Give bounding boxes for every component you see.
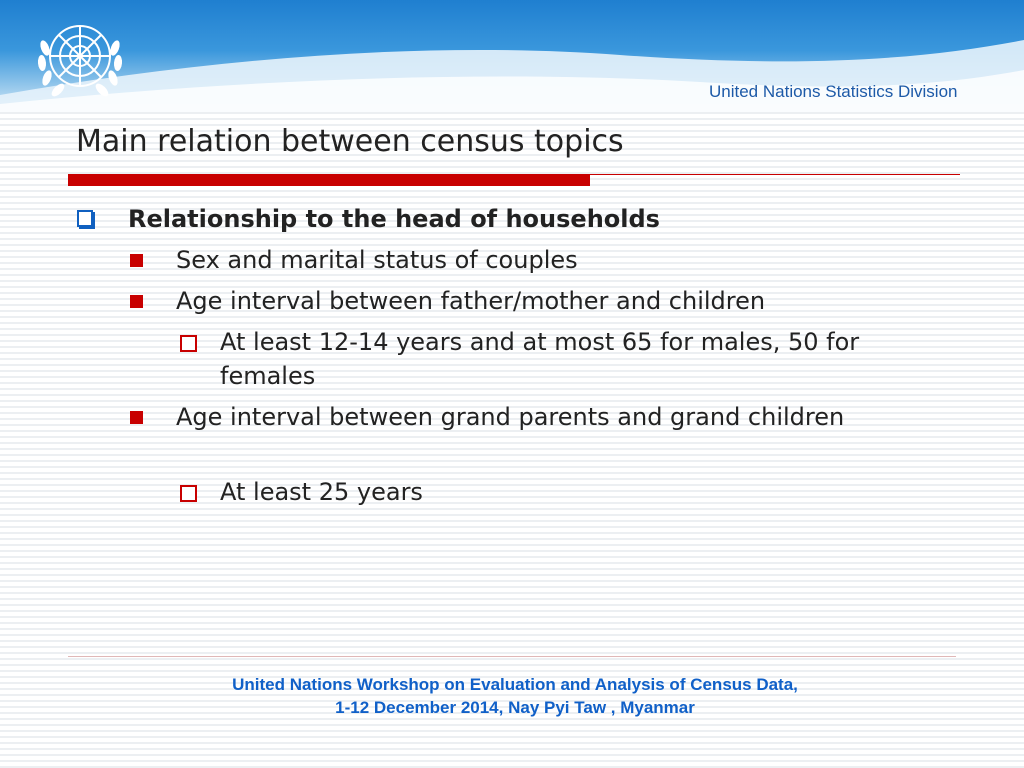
bullet-level3: At least 25 years xyxy=(220,478,423,506)
bullet-level2: Sex and marital status of couples xyxy=(176,246,578,274)
bullet-level2: Age interval between father/mother and children xyxy=(176,287,766,315)
hollow-square-bullet-icon xyxy=(180,485,197,502)
footer-line1: United Nations Workshop on Evaluation and Analysis of Census Data, xyxy=(232,675,798,694)
square-bullet-icon xyxy=(130,254,143,267)
square-bullet-icon xyxy=(130,411,143,424)
division-name: United Nations Statistics Division xyxy=(709,82,958,101)
bullet-level2: Age interval between grand parents and grand children xyxy=(176,403,845,431)
bullet-level3: At least 12-14 years and at most 65 for males, 50 for females xyxy=(220,328,860,390)
header-banner xyxy=(0,0,1024,112)
square-bullet-icon xyxy=(130,295,143,308)
hollow-square-bullet-icon xyxy=(180,335,197,352)
title-accent-bar xyxy=(68,175,590,186)
checkbox-bullet-icon xyxy=(77,210,93,227)
footer-divider xyxy=(68,656,956,657)
slide-title: Main relation between census topics xyxy=(76,124,624,159)
bullet-level1: Relationship to the head of households xyxy=(128,205,660,233)
un-emblem-icon xyxy=(30,8,130,108)
footer-line2: 1-12 December 2014, Nay Pyi Taw , Myanmar xyxy=(335,698,695,717)
